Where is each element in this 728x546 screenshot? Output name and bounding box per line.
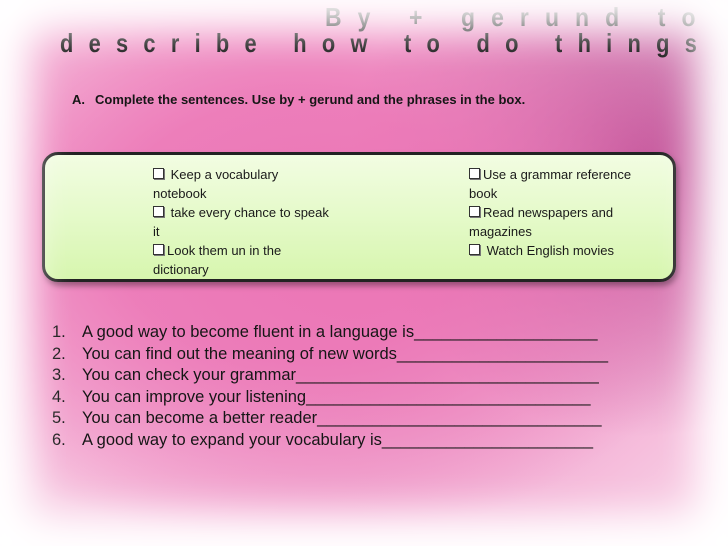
question-number: 6.	[52, 430, 66, 449]
question-number: 2.	[52, 344, 66, 363]
question-item	[52, 365, 692, 387]
question-text: You can improve your listening_______________________________	[82, 387, 591, 406]
phrase-item	[153, 241, 333, 279]
question-list	[52, 322, 692, 451]
question-number: 5.	[52, 409, 66, 427]
question-text: You can check your grammar_________________________________	[82, 366, 599, 384]
instruction-number: A.	[72, 92, 85, 107]
question-number: 4.	[52, 387, 66, 406]
checkbox-icon	[469, 168, 480, 179]
instruction	[72, 92, 525, 107]
question-text: You can become a better reader_______________________________	[82, 409, 602, 427]
phrase-text: Look them un in the dictionary	[153, 243, 282, 277]
question-item	[52, 322, 692, 344]
question-text: A good way to expand your vocabulary is_______________________	[82, 430, 593, 449]
checkbox-icon	[153, 244, 164, 255]
question-number: 1.	[52, 323, 66, 341]
question-item	[52, 430, 692, 452]
phrase-text: Keep a vocabulary notebook	[153, 167, 279, 201]
phrase-item	[469, 165, 649, 203]
phrase-item	[469, 241, 649, 260]
question-number: 3.	[52, 366, 66, 384]
checkbox-icon	[153, 206, 164, 217]
phrase-box	[42, 152, 676, 282]
phrase-text: Read newspapers and magazines	[469, 205, 614, 239]
question-text: A good way to become fluent in a language is____________________	[82, 323, 598, 341]
phrase-column-right	[469, 165, 649, 260]
title-line-2: describe how to do things	[60, 28, 713, 58]
phrase-item	[469, 203, 649, 241]
question-item	[52, 387, 692, 409]
phrase-text: take every chance to speak it	[153, 205, 329, 239]
checkbox-icon	[469, 206, 480, 217]
instruction-text: Complete the sentences. Use by + gerund and the phrases in the box.	[95, 92, 526, 107]
phrase-item	[153, 165, 333, 203]
question-item	[52, 344, 692, 366]
phrase-text: Use a grammar reference book	[469, 167, 632, 201]
checkbox-icon	[153, 168, 164, 179]
phrase-text: Watch English movies	[486, 243, 615, 258]
checkbox-icon	[469, 244, 480, 255]
phrase-column-left	[153, 165, 333, 279]
phrase-item	[153, 203, 333, 241]
title-line-1: By + gerund to	[325, 2, 712, 32]
question-item	[52, 408, 692, 430]
question-text: You can find out the meaning of new words_______________________	[82, 344, 608, 363]
